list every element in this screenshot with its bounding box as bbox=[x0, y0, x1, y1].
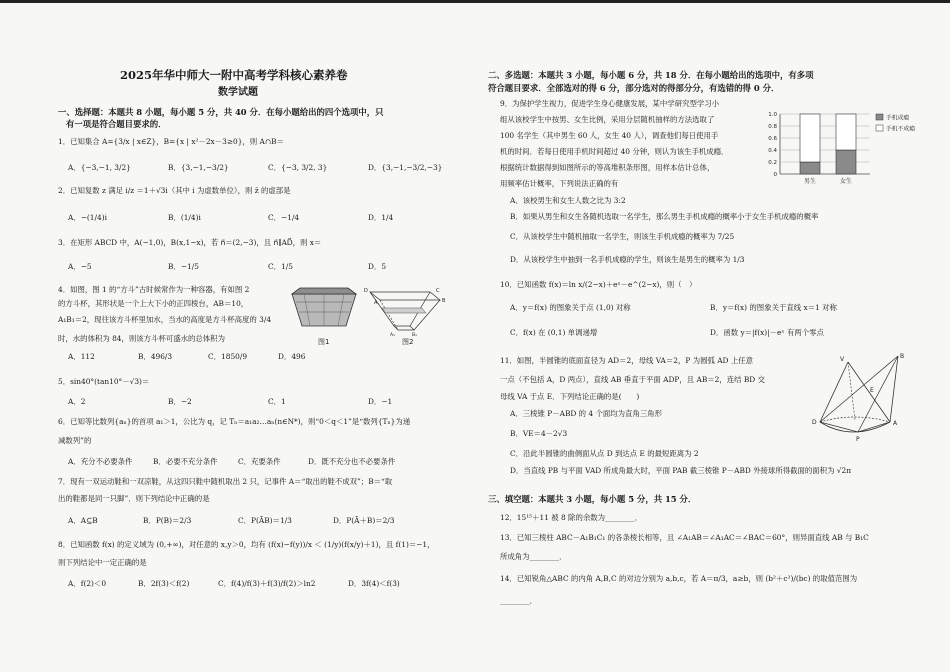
q10-option-d: D．函数 y＝|f(x)|－eˣ 有两个零点 bbox=[710, 328, 824, 337]
q9-stacked-bar-chart bbox=[758, 104, 924, 188]
section2-heading-2: 符合题目要求．全部选对的得 6 分，部分选对的得部分分，有选错的得 0 分． bbox=[488, 83, 780, 93]
q7-line2: 出的鞋都是同一只脚”．则下列结论中正确的是 bbox=[58, 494, 210, 503]
q9-option-d: D．从该校学生中抽到一名手机成瘾的学生，则该生是男生的概率为 1/3 bbox=[510, 255, 745, 264]
q1-option-c: C．{−3, 3/2, 3} bbox=[268, 163, 328, 172]
q9-line4: 机的时间．若每日使用手机时间超过 40 分钟，则认为该生手机成瘾． bbox=[500, 147, 729, 156]
q4-line1: 4．如图，图 1 的“方斗”古时候常作为一种容器，有如图 2 bbox=[58, 285, 250, 294]
q4-figures bbox=[290, 286, 460, 350]
q11-line3: 母线 VA 于点 E．下列结论正确的是( ) bbox=[500, 392, 640, 401]
bar-addicted bbox=[800, 162, 820, 174]
q3-option-b: B．−1/5 bbox=[168, 262, 199, 271]
y-tick-label: 0 bbox=[773, 172, 777, 178]
q14-line1: 14．已知锐角△ABC 的内角 A,B,C 的对边分别为 a,b,c，若 A＝π/3，a≥b，则 (b²＋c²)/(bc) 的取值范围为 bbox=[500, 574, 858, 583]
q8-option-d: D．3f(4)＜f(3) bbox=[348, 579, 400, 588]
y-tick-label: 1.0 bbox=[768, 112, 777, 118]
q10-stem: 10．已知函数 f(x)＝ln x/(2−x)＋eˣ－e^(2−x)，则（ ） bbox=[500, 280, 697, 289]
q5-option-a: A．2 bbox=[68, 397, 86, 406]
q4-line3: A₁B₁＝2，现往该方斗杯里加水，当水的高度是方斗杯高度的 3/4 bbox=[58, 315, 272, 324]
q13-line2: 所成角为________． bbox=[500, 552, 567, 561]
x-category-label: 女生 bbox=[839, 178, 853, 185]
svg-text:E: E bbox=[870, 387, 874, 394]
y-tick-label: 0.6 bbox=[768, 136, 777, 142]
bar-addicted bbox=[836, 150, 856, 174]
q7-option-d: D．P(Ā＋B)＝2/3 bbox=[333, 516, 395, 525]
q1-stem: 1．已知集合 A={3/x | x∈Z}，B={x | x²－2x－3≥0}，则 A∩B＝ bbox=[58, 137, 284, 146]
figure2-label: 图2 bbox=[402, 338, 414, 346]
q13-line1: 13．已知三棱柱 ABC－A₁B₁C₁ 的各条棱长相等，且 ∠A₁AB＝∠A₁AC＝∠BAC＝60°，则异面直线 AB 与 B₁C bbox=[500, 533, 869, 542]
q11-line2: 一点（不包括 A，D 两点），直线 AB 垂直于平面 ADP，且 AB＝2，连结 BD 交 bbox=[500, 375, 765, 384]
q9-line3: 100 名学生（其中男生 60 人，女生 40 人），调查他们每日使用手 bbox=[500, 131, 719, 140]
bar-not-addicted bbox=[800, 114, 820, 162]
top-border bbox=[0, 0, 950, 3]
q2-option-c: C．−1/4 bbox=[268, 213, 300, 222]
svg-text:A: A bbox=[374, 300, 378, 306]
q7-option-a: A．A⊆B bbox=[68, 516, 98, 525]
q7-option-b: B．P(B)＝2/3 bbox=[143, 516, 192, 525]
q6-option-a: A．充分不必要条件 bbox=[68, 457, 133, 466]
section2-heading: 二、多选题：本题共 3 小题，每小题 6 分，共 18 分．在每小题给出的选项中，有多项 bbox=[488, 70, 814, 80]
q5-stem: 5．sin40°(tan10°－√3)＝ bbox=[58, 377, 150, 386]
svg-text:B: B bbox=[900, 353, 905, 360]
q11-option-c: C．沿此半圆锥的曲侧面从点 D 到达点 E 的最短距离为 2 bbox=[510, 449, 699, 458]
q10-option-a: A．y＝f(x) 的图象关于点 (1,0) 对称 bbox=[510, 303, 631, 312]
q1-option-d: D．{3,−1,−3/2,−3} bbox=[368, 163, 443, 172]
q4-option-b: B．496/3 bbox=[138, 352, 173, 361]
q11-option-a: A．三棱锥 P－ABD 的 4 个面均为直角三角形 bbox=[510, 409, 662, 418]
q4-line2: 的方斗杯，其形状是一个上大下小的正四棱台，AB＝10， bbox=[58, 299, 249, 308]
q9-line1: 9．为保护学生视力，促进学生身心健康发展，某中学研究型学习小 bbox=[500, 99, 720, 108]
y-tick-label: 0.4 bbox=[768, 148, 777, 154]
svg-text:P: P bbox=[856, 436, 860, 443]
svg-text:C: C bbox=[436, 288, 440, 294]
q4-option-c: C．1850/9 bbox=[208, 352, 248, 361]
q10-option-c: C．f(x) 在 (0,1) 单调递增 bbox=[510, 328, 598, 337]
q11-line1: 11．如图，半圆锥的底面直径为 AD＝2，母线 VA＝2，P 为圆弧 AD 上任意 bbox=[500, 356, 753, 365]
exam-subtitle: 数学试题 bbox=[218, 87, 258, 98]
q1-option-b: B．{3,−1,−3/2} bbox=[168, 163, 229, 172]
q12-stem: 12．15¹⁵＋11 被 8 除的余数为________． bbox=[500, 513, 642, 522]
q8-line2: 则下列结论中一定正确的是 bbox=[58, 558, 147, 567]
svg-text:A: A bbox=[893, 420, 898, 427]
y-tick-label: 0.8 bbox=[768, 124, 777, 130]
q9-line5: 根据统计数据得到如图所示的等高堆积条形图，用样本估计总体， bbox=[500, 163, 715, 172]
q6-line1: 6．已知等比数列{aₙ}的首项 a₁＞1，公比为 q，记 Tₙ＝a₁a₂…aₙ(n∈N*)，则“0＜q＜1”是“数列{Tₙ}为递 bbox=[58, 417, 411, 426]
q5-option-b: B．−2 bbox=[168, 397, 192, 406]
svg-text:D: D bbox=[812, 419, 817, 426]
section1-heading-2: 有一项是符合题目要求的． bbox=[66, 119, 167, 129]
svg-text:V: V bbox=[840, 356, 845, 363]
q3-stem: 3．在矩形 ABCD 中，A(−1,0)，B(x,1−x)，若 n⃗＝(2,−3)，且 n⃗∥AD⃗，则 x＝ bbox=[58, 238, 322, 247]
figure1-fangdou bbox=[292, 288, 356, 326]
q2-option-b: B．(1/4)i bbox=[168, 213, 201, 222]
x-category-label: 男生 bbox=[803, 178, 817, 185]
q3-option-d: D．5 bbox=[368, 262, 387, 271]
q5-option-c: C．1 bbox=[268, 397, 286, 406]
q11-option-d: D．当直线 PB 与平面 VAD 所成角最大时，平面 PAB 截三棱锥 P－ABD 外接球所得截面的面积为 √2π bbox=[510, 466, 852, 475]
figure2-frustum bbox=[364, 288, 446, 338]
q4-line4: 时，水的体积为 84，则该方斗杯可盛水的总体积为 bbox=[58, 334, 225, 343]
q7-line1: 7．现有一双运动鞋和一双凉鞋，从这四只鞋中随机取出 2 只，记事件 A＝“取出的鞋不成双”；B＝“取 bbox=[58, 477, 393, 486]
svg-text:A₁: A₁ bbox=[390, 333, 395, 338]
q7-option-c: C．P(ĀB)＝1/3 bbox=[238, 516, 292, 525]
q6-option-d: D．既不充分也不必要条件 bbox=[308, 457, 396, 466]
q11-option-b: B．VE＝4－2√3 bbox=[510, 429, 568, 438]
q1-option-a: A．{−3,−1, 3/2} bbox=[68, 163, 131, 172]
q8-option-a: A．f(2)＜0 bbox=[68, 579, 107, 588]
q14-line2: ________． bbox=[500, 596, 537, 605]
section1-heading: 一、选择题：本题共 8 小题，每小题 5 分，共 40 分．在每小题给出的四个选项中，只 bbox=[58, 107, 384, 117]
q6-line2: 减数列”的 bbox=[58, 436, 92, 445]
figure1-label: 图1 bbox=[318, 338, 330, 346]
q3-option-a: A．−5 bbox=[68, 262, 92, 271]
q8-option-b: B．2f(3)＜f(2) bbox=[138, 579, 190, 588]
legend-label-addicted: 手机成瘾 bbox=[886, 115, 910, 122]
svg-text:B: B bbox=[442, 298, 446, 304]
q4-option-a: A．112 bbox=[68, 352, 95, 361]
q9-line6: 用频率估计概率，下列说法正确的有 bbox=[500, 179, 619, 188]
q11-half-cone-figure bbox=[810, 352, 922, 444]
q9-option-b: B．如果从男生和女生各随机选取一名学生，那么男生手机成瘾的概率小于女生手机成瘾的概率 bbox=[510, 212, 819, 221]
q6-option-b: B．必要不充分条件 bbox=[153, 457, 218, 466]
q2-stem: 2．已知复数 z 满足 i/z ＝1＋√3i（其中 i 为虚数单位），则 z̄ 的虚部是 bbox=[58, 186, 291, 195]
q9-option-a: A．该校男生和女生人数之比为 3:2 bbox=[510, 196, 626, 205]
svg-text:B₁: B₁ bbox=[412, 333, 417, 338]
exam-title: 2025年华中师大一附中高考学科核心素养卷 bbox=[120, 68, 348, 82]
legend-swatch-not-addicted bbox=[876, 125, 883, 131]
section3-heading: 三、填空题：本题共 3 小题，每小题 5 分，共 15 分． bbox=[488, 494, 697, 504]
svg-text:D: D bbox=[364, 288, 368, 294]
legend-label-not-addicted: 手机不成瘾 bbox=[886, 126, 915, 133]
bar-not-addicted bbox=[836, 114, 856, 150]
q3-option-c: C．1/5 bbox=[268, 262, 293, 271]
q6-option-c: C．充要条件 bbox=[238, 457, 281, 466]
q2-option-a: A．−(1/4)i bbox=[68, 213, 107, 222]
q8-option-c: C．f(4)/f(3)＋f(3)/f(2)＞ln2 bbox=[218, 579, 316, 588]
legend-swatch-addicted bbox=[876, 114, 883, 120]
q9-line2: 组从该校学生中按男、女生比例，采用分层随机抽样的方法选取了 bbox=[500, 115, 715, 124]
y-tick-label: 0.2 bbox=[768, 160, 777, 166]
q2-option-d: D．1/4 bbox=[368, 213, 394, 222]
q8-line1: 8．已知函数 f(x) 的定义域为 (0,+∞)，对任意的 x,y＞0，均有 (f(x)−f(y))/x ＜ (1/y)(f(x/y)＋1)，且 f(1)＝−1， bbox=[58, 540, 435, 549]
q10-option-b: B．y＝f(x) 的图象关于直线 x＝1 对称 bbox=[710, 303, 837, 312]
q5-option-d: D．−1 bbox=[368, 397, 393, 406]
q4-option-d: D．496 bbox=[278, 352, 306, 361]
q9-option-c: C．从该校学生中随机抽取一名学生，则该生手机成瘾的概率为 7/25 bbox=[510, 232, 735, 241]
